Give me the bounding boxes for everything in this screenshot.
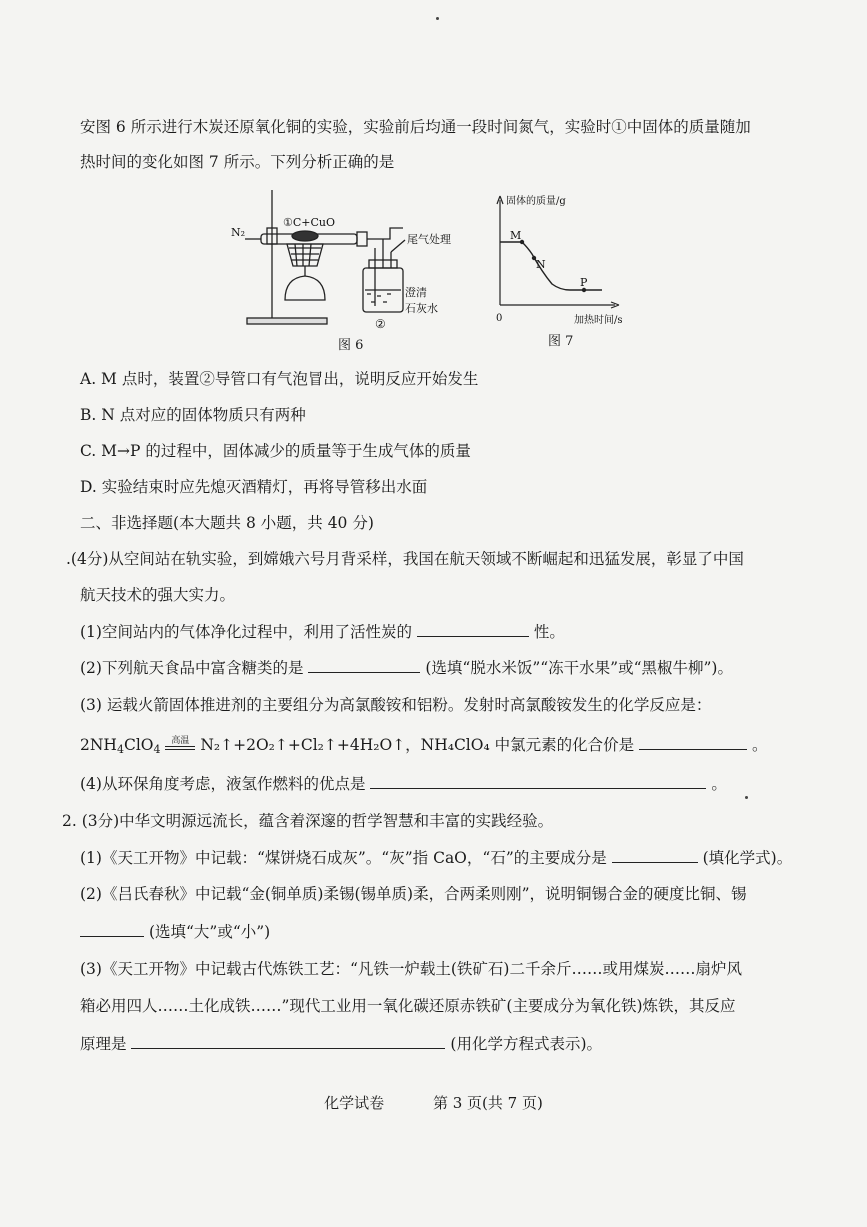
fig7-label-n: N — [536, 258, 546, 271]
q2-blank-1[interactable] — [612, 846, 698, 863]
footer-page-number: 第 3 页(共 7 页) — [432, 1094, 543, 1112]
q2-part-1: (1)《天工开物》中记载：“煤饼烧石成灰”。“灰”指 CaO，“石”的主要成分是 (填化学式)。 — [80, 846, 807, 869]
section-title: 二、非选择题(本大题共 8 小题，共 40 分) — [80, 514, 374, 532]
q2-stem: 2. (3分)中华文明源远流长，蕴含着深邃的哲学智慧和丰富的实践经验。 — [62, 812, 554, 830]
q1-blank-3[interactable] — [639, 733, 747, 750]
q2-part-2: (2)《吕氏春秋》中记载“金(铜单质)柔锡(锡单质)柔，合两柔则刚”，说明铜锡合金的硬度比铜、锡 — [80, 885, 747, 903]
reaction-condition: 高温 — [165, 740, 195, 750]
fig7-label-p: P — [580, 276, 588, 289]
q2-part-2-cont: (选填“大”或“小”) — [80, 920, 807, 943]
figure-7-caption: 图 7 — [548, 334, 574, 349]
option-c: C. M→P 的过程中，固体减少的质量等于生成气体的质量 — [80, 442, 471, 460]
q1-stem-2: 航天技术的强大实力。 — [80, 586, 236, 604]
q2-blank-3[interactable] — [131, 1032, 445, 1049]
option-b: B. N 点对应的固体物质只有两种 — [80, 406, 306, 424]
option-d: D. 实验结束时应先熄灭酒精灯，再将导管移出水面 — [80, 478, 428, 496]
q1-part-4: (4)从环保角度考虑，液氢作燃料的优点是 。 — [80, 772, 807, 795]
fig6-label-n2: N₂ — [231, 226, 246, 239]
fig7-ylabel: 固体的质量/g — [506, 196, 566, 207]
q2-blank-2[interactable] — [80, 920, 144, 937]
option-a: A. M 点时，装置②导管口有气泡冒出，说明反应开始发生 — [80, 370, 479, 388]
figure-6-caption: 图 6 — [338, 338, 364, 353]
q1-part-3: (3) 运载火箭固体推进剂的主要组分为高氯酸铵和铝粉。发射时高氯酸铵发生的化学反应是： — [80, 696, 712, 714]
fig6-label-reagent: ①C+CuO — [283, 216, 336, 229]
q1-part-1: (1)空间站内的气体净化过程中，利用了活性炭的 性。 — [80, 620, 807, 643]
q1-part-2: (2)下列航天食品中富含糖类的是 (选填“脱水米饭”“冻干水果”或“黑椒牛柳”)。 — [80, 656, 807, 679]
fig7-xlabel: 加热时间/s — [574, 315, 623, 326]
q2-part-3-cont: 箱必用四人……土化成铁……”现代工业用一氧化碳还原赤铁矿(主要成分为氧化铁)炼铁，其反应 — [80, 997, 736, 1015]
q1-blank-4[interactable] — [370, 772, 706, 789]
q1-blank-2[interactable] — [308, 656, 420, 673]
q2-part-3-answer: 原理是 (用化学方程式表示)。 — [80, 1032, 807, 1055]
q1-blank-1[interactable] — [417, 620, 529, 637]
fig7-label-m: M — [510, 229, 522, 242]
fig6-label-limewater-2: 石灰水 — [405, 302, 438, 315]
fig6-label-vessel: ② — [375, 317, 386, 331]
q2-part-3: (3)《天工开物》中记载古代炼铁工艺：“凡铁一炉载土(铁矿石)二千余斤……或用煤炭……扇炉风 — [80, 960, 742, 978]
q1-stem-1: .(4分)从空间站在轨实验，到嫦娥六号月背采样，我国在航天领域不断崛起和迅猛发展，彰显了中国 — [66, 550, 744, 568]
figure-6-apparatus — [225, 188, 465, 336]
intro-line-1: 安图 6 所示进行木炭还原氧化铜的实验，实验前后均通一段时间氮气，实验时①中固体的质量随加 — [80, 118, 751, 136]
fig6-label-tail: 尾气处理 — [407, 233, 451, 246]
footer-subject: 化学试卷 — [324, 1094, 385, 1112]
q1-equation: $2NH_4ClO_4$ 高温 N₂↑+2O₂↑+Cl₂↑+4H₂O↑，NH₄ClO₄ 中氯元素的化合价是 。 — [80, 733, 807, 761]
intro-line-2: 热时间的变化如图 7 所示。下列分析正确的是 — [80, 153, 395, 171]
fig7-origin: 0 — [496, 313, 503, 324]
fig6-label-limewater-1: 澄清 — [405, 286, 427, 299]
figure-7-graph — [490, 190, 640, 330]
page-footer — [0, 1092, 867, 1113]
